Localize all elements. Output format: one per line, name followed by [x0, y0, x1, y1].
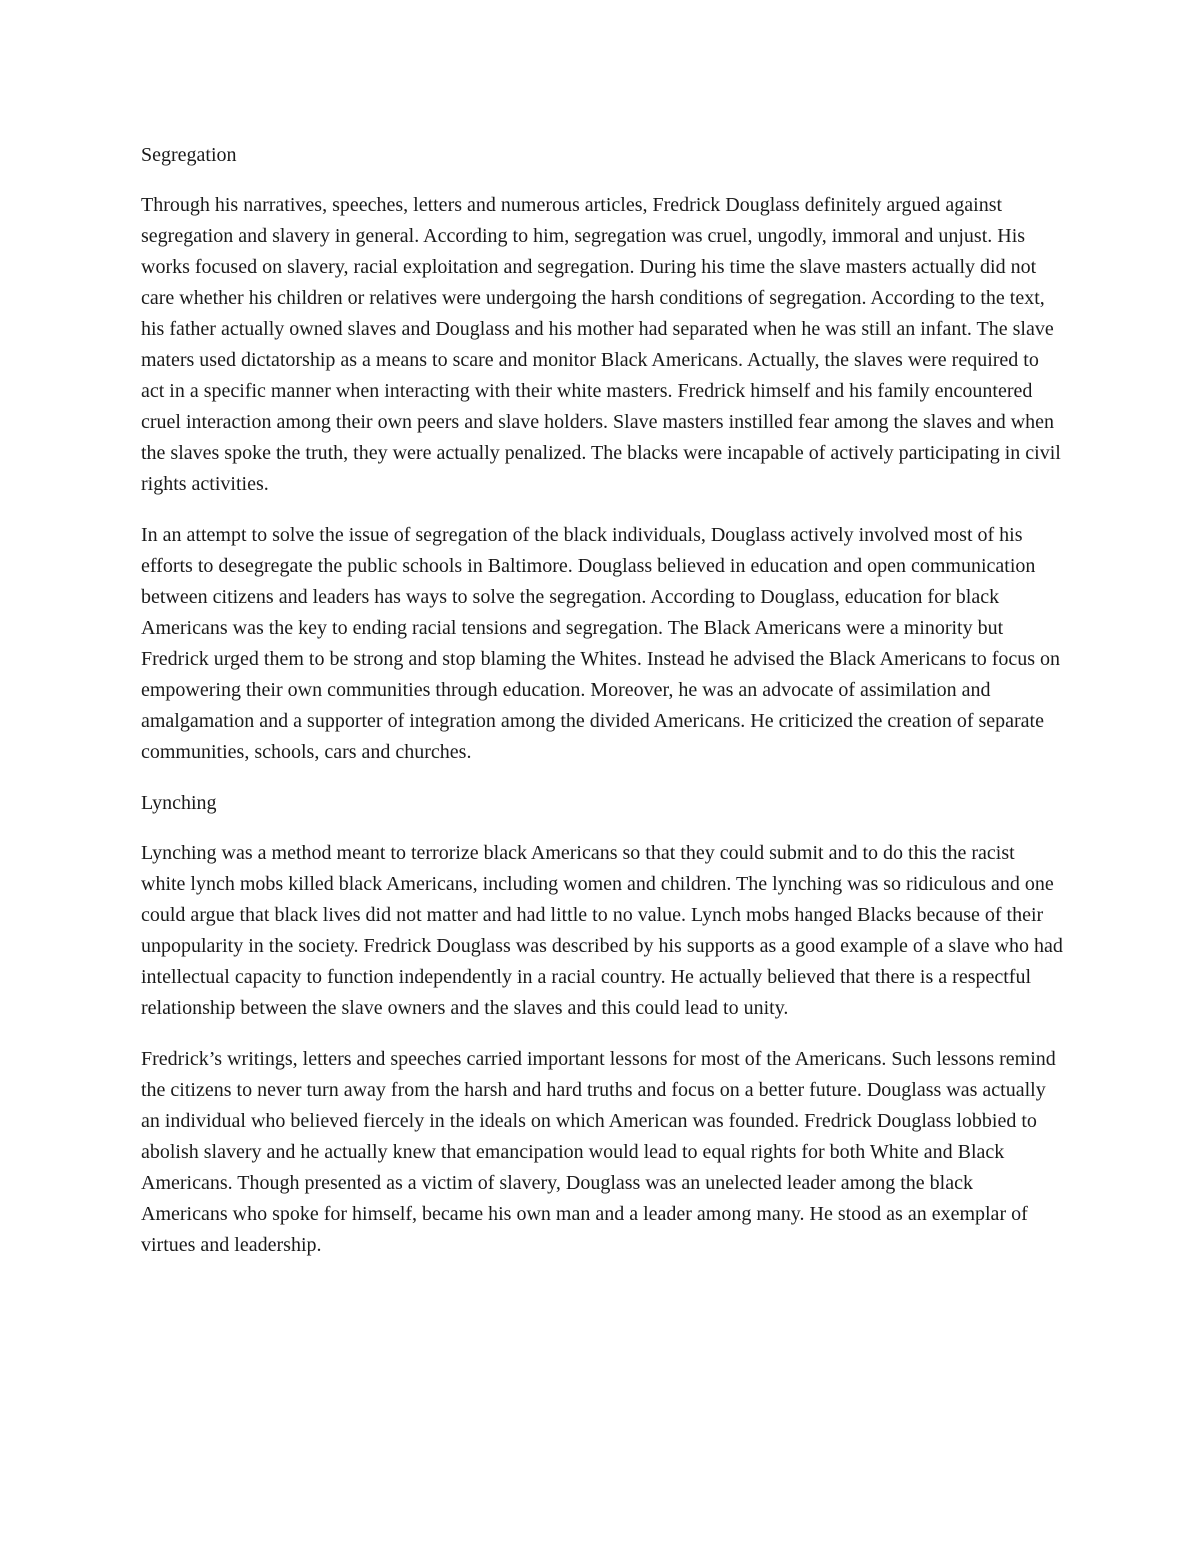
section-heading-lynching: Lynching — [141, 792, 217, 814]
paragraph-lynching-2: Fredrick’s writings, letters and speeches carried important lessons for most of the Americans. Such lessons remind the citizens to never turn away from the harsh and hard truths and focus on a better future. Douglass was actually an individual who believed fiercely in the ideals on which American was founded. Fredrick Douglass lobbied to abolish slavery and he actually knew that emancipation would lead to equal rights for both White and Black Americans. Though presented as a victim of slavery, Douglass was an unelected leader among the black Americans who spoke for himself, became his own man and a leader among many. He stood as an exemplar of virtues and leadership. — [141, 1048, 1056, 1256]
paragraph-segregation-1: Through his narratives, speeches, letters and numerous articles, Fredrick Douglass definitely argued against segregation and slavery in general. According to him, segregation was cruel, ungodly, immoral and unjust. His works focused on slavery, racial exploitation and segregation. During his time the slave masters actually did not care whether his children or relatives were undergoing the harsh conditions of segregation. According to the text, his father actually owned slaves and Douglass and his mother had separated when he was still an infant. The slave maters used dictatorship as a means to scare and monitor Black Americans. Actually, the slaves were required to act in a specific manner when interacting with their white masters. Fredrick himself and his family encountered cruel interaction among their own peers and slave holders. Slave masters instilled fear among the slaves and when the slaves spoke the truth, they were actually penalized. The blacks were incapable of actively participating in civil rights activities. — [141, 194, 1061, 495]
section-heading-segregation: Segregation — [141, 144, 237, 166]
paragraph-segregation-2: In an attempt to solve the issue of segregation of the black individuals, Douglass actively involved most of his efforts to desegregate the public schools in Baltimore. Douglass believed in education and open communication between citizens and leaders has ways to solve the segregation. According to Douglass, education for black Americans was the key to ending racial tensions and segregation. The Black Americans were a minority but Fredrick urged them to be strong and stop blaming the Whites. Instead he advised the Black Americans to focus on empowering their own communities through education. Moreover, he was an advocate of assimilation and amalgamation and a supporter of integration among the divided Americans. He criticized the creation of separate communities, schools, cars and churches. — [141, 524, 1061, 763]
paragraph-lynching-1: Lynching was a method meant to terrorize black Americans so that they could submit and to do this the racist white lynch mobs killed black Americans, including women and children. The lynching was so ridiculous and one could argue that black lives did not matter and had little to no value. Lynch mobs hanged Blacks because of their unpopularity in the society. Fredrick Douglass was described by his supports as a good example of a slave who had intellectual capacity to function independently in a racial country. He actually believed that there is a respectful relationship between the slave owners and the slaves and this could lead to unity. — [141, 842, 1063, 1019]
document-page — [141, 140, 1063, 1281]
